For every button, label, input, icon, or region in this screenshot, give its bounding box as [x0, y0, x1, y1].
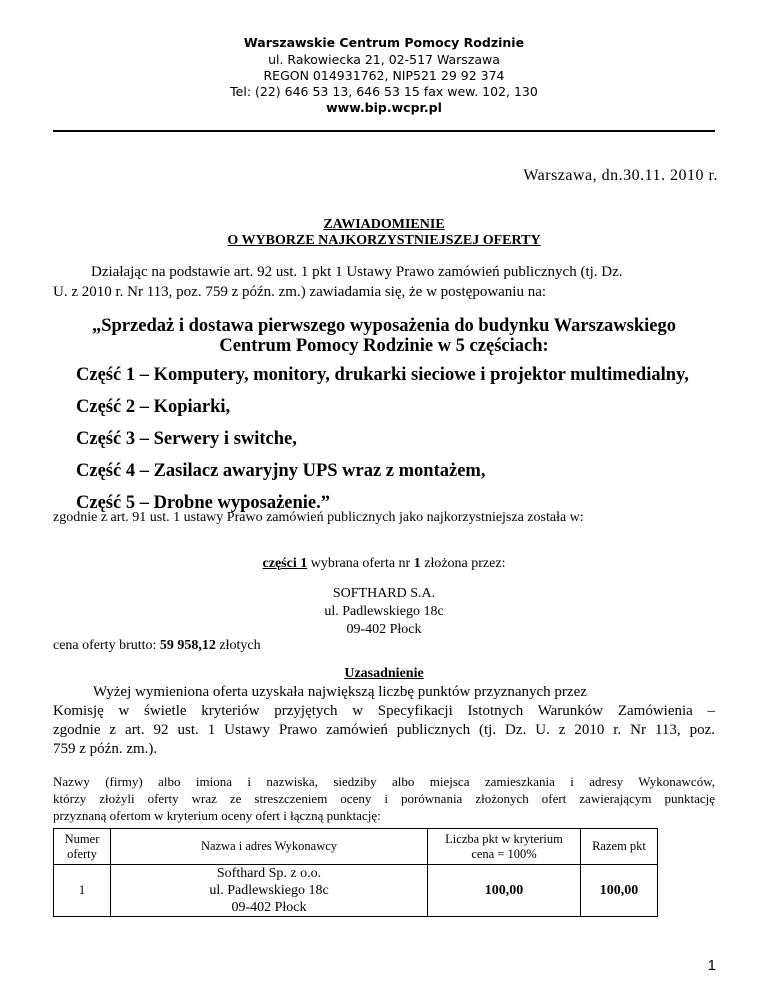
org-address: ul. Rakowiecka 21, 02-517 Warszawa [268, 52, 500, 67]
header-total: Razem pkt [581, 829, 658, 865]
cell-contractor-city: 09-402 Płock [231, 900, 307, 915]
subject-part-2: Część 2 – Kopiarki, [76, 397, 231, 417]
cell-contractor-street: ul. Padlewskiego 18c [209, 883, 329, 898]
org-phone: Tel: (22) 646 53 13, 646 53 15 fax wew. 102, 130 [230, 84, 538, 99]
names-paragraph-line-2: którzy złożyli oferty wraz ze streszczeniem oceny i porównania złożonych ofert zawierającym punktację [53, 791, 715, 806]
cell-contractor [111, 865, 428, 917]
selection-offer-number: 1 [413, 556, 421, 571]
subject-part-1: Część 1 – Komputery, monitory, drukarki sieciowe i projektor multimedialny, [76, 365, 689, 385]
selection-mid-text: wybrana oferta nr [307, 556, 414, 571]
cell-contractor-name: Softhard Sp. z o.o. [216, 866, 322, 881]
price-label: cena oferty brutto: [53, 638, 160, 653]
subject-part-4: Część 4 – Zasilacz awaryjny UPS wraz z montażem, [76, 461, 486, 481]
subject-line-2: Centrum Pomocy Rodzinie w 5 częściach: [219, 336, 549, 356]
price-currency: złotych [215, 638, 261, 653]
table-row [54, 865, 658, 917]
title-line-2: O WYBORZE NAJKORZYSTNIEJSZEJ OFERTY [227, 233, 541, 248]
page-number: 1 [707, 957, 716, 974]
selection-line [0, 555, 768, 573]
cell-total: 100,00 [581, 865, 658, 917]
subject-part-3: Część 3 – Serwery i switche, [76, 429, 297, 449]
justification-heading: Uzasadnienie [344, 666, 424, 681]
justification-line-4: 759 z późn. zm.). [53, 741, 158, 757]
cell-points: 100,00 [428, 865, 581, 917]
justification-line-1: Wyżej wymieniona oferta uzyskała największą liczbę punktów przyznanych przez [93, 684, 587, 700]
header-offer-number-l2: oferty [67, 846, 97, 861]
selection-end-text: złożona przez: [420, 556, 506, 571]
cell-offer-number: 1 [54, 865, 111, 917]
header-points-l2: cena = 100% [471, 846, 537, 861]
intro-line-1: Działając na podstawie art. 92 ust. 1 pkt 1 Ustawy Prawo zamówień publicznych (tj. Dz. [91, 264, 623, 280]
org-website: www.bip.wcpr.pl [326, 100, 442, 115]
table-header-row [54, 829, 658, 865]
justification-line-2: Komisję w świetle kryteriów przyjętych w Specyfikacji Istotnych Warunków Zamówienia – [53, 703, 715, 719]
price-amount: 59 958,12 [159, 638, 216, 653]
title-line-1: ZAWIADOMIENIE [323, 217, 445, 232]
header-divider [53, 130, 715, 132]
header-points [428, 829, 581, 865]
intro-line-2: U. z 2010 r. Nr 113, poz. 759 z późn. zm.) zawiadamia się, że w postępowaniu na: [53, 284, 547, 300]
winner-city: 09-402 Płock [346, 622, 422, 637]
header-offer-number [54, 829, 111, 865]
org-name: Warszawskie Centrum Pomocy Rodzinie [243, 35, 525, 50]
header-contractor: Nazwa i adres Wykonawcy [111, 829, 428, 865]
justification-line-3: zgodnie z art. 92 ust. 1 Ustawy Prawo zamówień publicznych (tj. Dz. U. z 2010 r. Nr 113, poz. [53, 722, 715, 738]
subject-part-5: Część 5 – Drobne wyposażenie.” [76, 493, 331, 513]
names-paragraph-line-3: przyznaną ofertom w kryterium oceny ofert i łączną punktację: [53, 808, 381, 823]
date-line: Warszawa, dn.30.11. 2010 r. [523, 167, 718, 184]
names-paragraph-line-1: Nazwy (firmy) albo imiona i nazwiska, siedziby albo miejsca zamieszkania i adresy Wykonawców, [53, 774, 715, 789]
header-points-l1: Liczba pkt w kryterium [445, 831, 563, 846]
org-regon-nip: REGON 014931762, NIP521 29 92 374 [263, 68, 505, 83]
price-line [53, 637, 261, 655]
offers-table [53, 828, 658, 917]
selection-part-label: części 1 [262, 556, 308, 571]
header-offer-number-l1: Numer [64, 831, 100, 846]
subject-line-1: „Sprzedaż i dostawa pierwszego wyposażenia do budynku Warszawskiego [91, 316, 676, 336]
winner-name: SOFTHARD S.A. [332, 586, 436, 601]
winner-street: ul. Padlewskiego 18c [324, 604, 444, 619]
according-text: zgodnie z art. 91 ust. 1 ustawy Prawo zamówień publicznych jako najkorzystniejsza została w: [53, 510, 584, 525]
